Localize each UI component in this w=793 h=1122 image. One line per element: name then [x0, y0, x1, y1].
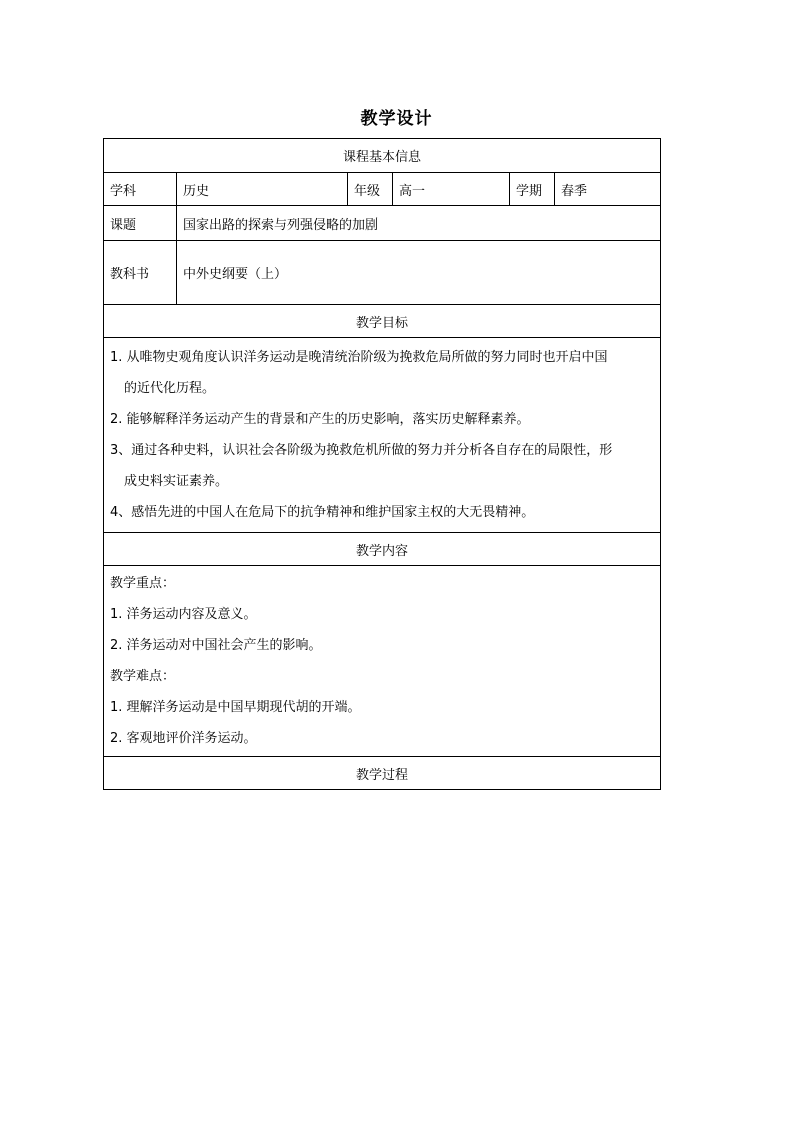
subject-label: 学科	[104, 173, 177, 206]
term-value: 春季	[555, 173, 661, 206]
key-point-item: 2. 洋务运动对中国社会产生的影响。	[110, 638, 322, 653]
difficulties-label: 教学难点：	[110, 669, 176, 684]
topic-value: 国家出路的探索与列强侵略的加剧	[177, 206, 661, 241]
process-header: 教学过程	[104, 757, 661, 790]
difficulty-item: 1. 理解洋务运动是中国早期现代胡的开端。	[110, 700, 361, 715]
textbook-label: 教科书	[104, 241, 177, 305]
key-point-item: 1. 洋务运动内容及意义。	[110, 607, 257, 622]
objective-item-2: 2. 能够解释洋务运动产生的背景和产生的历史影响，落实历史解释素养。	[110, 412, 530, 427]
subject-row	[104, 173, 661, 206]
objective-item-3-line-1: 3、通过各种史料，认识社会各阶级为挽救危机所做的努力并分析各自存在的局限性，形	[110, 443, 613, 458]
objective-item-3-line-2: 成史料实证素养。	[124, 474, 229, 489]
topic-row	[104, 206, 661, 241]
content-header: 教学内容	[104, 533, 661, 566]
grade-label: 年级	[348, 173, 393, 206]
textbook-row	[104, 241, 661, 305]
subject-value: 历史	[177, 173, 348, 206]
lesson-plan-table	[103, 138, 661, 790]
content-header-row	[104, 533, 661, 566]
objectives-list	[104, 338, 661, 533]
objective-item-1-line-1: 1. 从唯物史观角度认识洋务运动是晚清统治阶级为挽救危局所做的努力同时也开启中国	[110, 350, 608, 365]
textbook-value: 中外史纲要（上）	[177, 241, 661, 305]
objectives-header: 教学目标	[104, 305, 661, 338]
topic-label: 课题	[104, 206, 177, 241]
content-row	[104, 566, 661, 757]
document-title: 教学设计	[360, 109, 433, 129]
content-list	[104, 566, 661, 757]
basic-info-header: 课程基本信息	[104, 139, 661, 173]
objective-item-1-line-2: 的近代化历程。	[124, 381, 216, 396]
grade-value: 高一	[393, 173, 510, 206]
process-header-row	[104, 757, 661, 790]
objective-item-4: 4、感悟先进的中国人在危局下的抗争精神和维护国家主权的大无畏精神。	[110, 505, 535, 520]
basic-info-header-row	[104, 139, 661, 173]
difficulty-item: 2. 客观地评价洋务运动。	[110, 731, 257, 746]
key-points-label: 教学重点：	[110, 576, 176, 591]
objectives-row	[104, 338, 661, 533]
objectives-header-row	[104, 305, 661, 338]
term-label: 学期	[510, 173, 555, 206]
